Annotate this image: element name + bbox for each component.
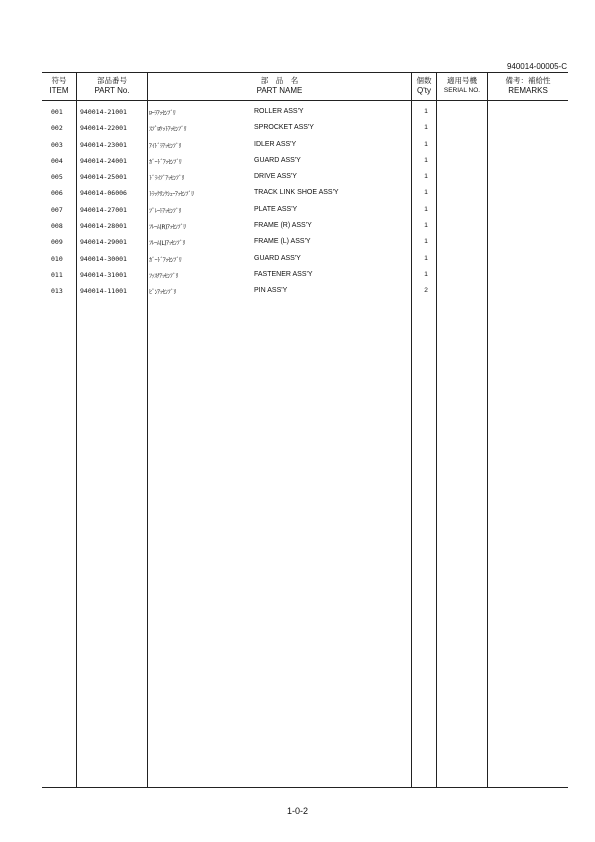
part-name-en: SPROCKET ASS'Y — [254, 124, 314, 132]
table-row — [42, 171, 568, 187]
part-number: 940014-31001 — [80, 270, 127, 279]
part-name-en: GUARD ASS'Y — [254, 156, 301, 164]
part-name-en: ROLLER ASS'Y — [254, 108, 304, 115]
quantity: 1 — [424, 189, 428, 197]
header-qty — [412, 76, 436, 96]
document-number: 940014-00005-C — [506, 62, 567, 71]
part-number: 940014-29001 — [80, 238, 127, 247]
header-part-name — [148, 76, 411, 96]
item-code: 003 — [51, 140, 63, 149]
part-name-en: FRAME (R) ASS'Y — [254, 222, 312, 230]
quantity: 1 — [424, 108, 428, 115]
part-name-jp: ﾌｧｽﾅｱｯｾﾝﾌﾞﾘ — [149, 272, 179, 280]
quantity: 1 — [424, 156, 428, 164]
item-code: 009 — [51, 238, 63, 247]
part-name-en: DRIVE ASS'Y — [254, 173, 297, 181]
part-number: 940014-28001 — [80, 222, 127, 231]
part-name-jp: ﾋﾟﾝｱｯｾﾝﾌﾞﾘ — [149, 289, 176, 297]
page-number: 1-0-2 — [286, 806, 308, 816]
item-code: 011 — [51, 270, 63, 279]
quantity: 1 — [424, 222, 428, 230]
quantity: 1 — [424, 140, 428, 148]
quantity: 1 — [424, 270, 428, 278]
part-name-jp: ｶﾞｰﾄﾞｱｯｾﾝﾌﾞﾘ — [149, 158, 182, 166]
part-number: 940014-25001 — [80, 173, 127, 182]
part-number: 940014-11001 — [80, 287, 127, 296]
header-part-number — [77, 76, 147, 96]
part-number: 940014-30001 — [80, 254, 127, 263]
quantity: 1 — [424, 124, 428, 132]
table-row — [42, 139, 568, 155]
part-name-en: FASTENER ASS'Y — [254, 270, 313, 278]
part-name-en: FRAME (L) ASS'Y — [254, 238, 311, 246]
table-top-border — [42, 72, 568, 73]
table-row — [42, 220, 568, 236]
table-header-border — [42, 100, 568, 101]
quantity: 2 — [424, 287, 428, 295]
header-serial-en: SERIAL NO. — [443, 87, 481, 94]
part-name-en: PLATE ASS'Y — [254, 205, 298, 213]
part-number: 940014-23001 — [80, 140, 127, 149]
item-code: 001 — [51, 108, 63, 116]
header-qty-en: Q'ty — [417, 86, 431, 95]
table-row — [42, 204, 568, 220]
header-qty-jp: 個数 — [416, 76, 432, 85]
part-name-en: IDLER ASS'Y — [254, 140, 297, 148]
part-name-jp: ﾌﾚｰﾑ(R)ｱｯｾﾝﾌﾞﾘ — [149, 224, 186, 232]
item-code: 006 — [51, 189, 63, 198]
table-row — [42, 187, 568, 203]
item-code: 013 — [51, 287, 63, 296]
part-name-en: TRACK LINK SHOE ASS'Y — [254, 189, 339, 197]
header-remarks-en: REMARKS — [508, 86, 548, 95]
item-code: 002 — [51, 124, 63, 133]
part-number: 940014-24001 — [80, 156, 127, 165]
table-row — [42, 253, 568, 269]
part-name-en: PIN ASS'Y — [254, 287, 288, 295]
part-number: 940014-27001 — [80, 205, 127, 214]
quantity: 1 — [424, 238, 428, 246]
part-number: 940014-06006 — [80, 189, 127, 198]
table-row — [42, 106, 568, 122]
part-name-jp: ﾛｰﾗｱｯｾﾝﾌﾞﾘ — [149, 110, 176, 117]
item-code: 005 — [51, 173, 63, 182]
item-code: 008 — [51, 222, 63, 231]
part-number: 940014-22001 — [80, 124, 127, 133]
header-item-en: ITEM — [49, 86, 69, 95]
part-name-jp: ﾌﾚｰﾑ(L)ｱｯｾﾝﾌﾞﾘ — [149, 240, 185, 248]
header-remarks-jp: 備考：補給性 — [505, 76, 551, 85]
header-serial-jp: 適用号機 — [447, 76, 477, 85]
header-serial — [437, 76, 487, 96]
part-name-jp: ﾌﾟﾚｰﾄｱｯｾﾝﾌﾞﾘ — [149, 207, 182, 215]
header-name-jp: 部 品 名 — [260, 76, 299, 85]
table-row — [42, 122, 568, 138]
header-name-en: PART NAME — [256, 86, 303, 95]
part-name-jp: ｽﾌﾟﾛｹｯﾄｱｯｾﾝﾌﾞﾘ — [149, 126, 187, 134]
item-code: 004 — [51, 156, 63, 165]
part-name-jp: ﾄﾗｯｸﾘﾝｸｼｭｰｱｯｾﾝﾌﾞﾘ — [149, 191, 194, 199]
header-item — [42, 76, 76, 96]
part-name-jp: ｱｲﾄﾞﾗｱｯｾﾝﾌﾞﾘ — [149, 142, 182, 150]
part-number: 940014-21001 — [80, 108, 127, 116]
header-part-en: PART No. — [94, 86, 130, 95]
item-code: 007 — [51, 205, 63, 214]
quantity: 1 — [424, 173, 428, 181]
table-row — [42, 285, 568, 301]
header-remarks — [488, 76, 568, 96]
part-name-en: GUARD ASS'Y — [254, 254, 301, 262]
table-row — [42, 236, 568, 252]
header-part-jp: 部品番号 — [97, 76, 127, 85]
quantity: 1 — [424, 205, 428, 213]
part-name-jp: ﾄﾞﾗｲﾌﾞｱｯｾﾝﾌﾞﾘ — [149, 175, 185, 183]
quantity: 1 — [424, 254, 428, 262]
table-row — [42, 269, 568, 285]
table-row — [42, 155, 568, 171]
item-code: 010 — [51, 254, 63, 263]
part-name-jp: ｶﾞｰﾄﾞｱｯｾﾝﾌﾞﾘ — [149, 256, 182, 264]
parts-table-body — [42, 106, 568, 302]
header-item-jp: 符号 — [51, 76, 67, 85]
table-bottom-border — [42, 787, 568, 788]
